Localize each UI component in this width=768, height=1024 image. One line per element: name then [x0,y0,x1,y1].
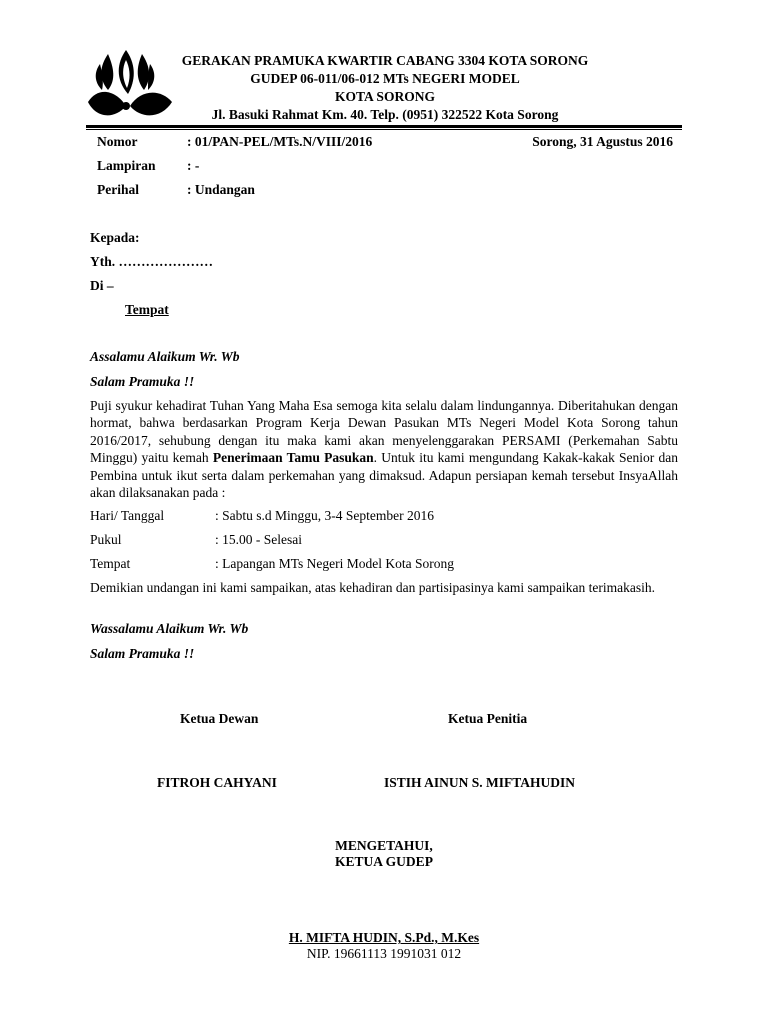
nomor-label: Nomor [97,134,138,149]
closing-salam: Wassalamu Alaikum Wr. Wb [90,621,249,636]
perihal-value: : Undangan [187,182,255,197]
ketua-gudep-name: H. MIFTA HUDIN, S.Pd., M.Kes [288,930,480,945]
tempat-label: Tempat [90,556,131,571]
tempat-value: : Lapangan MTs Negeri Model Kota Sorong [215,556,455,571]
mengetahui-label: MENGETAHUI, [335,838,433,853]
letterhead-address: Jl. Basuki Rahmat Km. 40. Telp. (0951) 322522 Kota Sorong [211,107,559,122]
closing-paragraph: Demikian undangan ini kami sampaikan, atas kehadiran dan partisipasinya kami sampaikan terimakasih. [90,580,655,595]
ketua-panitia-name: ISTIH AINUN S. MIFTAHUDIN [384,775,576,790]
ketua-panitia-title: Ketua Penitia [448,711,528,726]
letterhead-divider [86,125,682,130]
body-paragraph [90,397,678,501]
closing-pramuka: Salam Pramuka !! [90,646,195,661]
ketua-dewan-title: Ketua Dewan [180,711,259,726]
body-text-highlight: Penerimaan Tamu Pasukan [212,450,374,466]
ketua-gudep-title: KETUA GUDEP [335,854,433,869]
body-text-part-1: Puji syukur kehadirat Tuhan Yang Maha Esa semoga kita selalu dalam lindungannya. Diberitahukan dengan hormat, bahwa berdasarkan Program Kerja Dewan Pasukan MTs Negeri Model Kota Sorong tahun 2016/2017, sehubung dengan itu maka kami akan menyelenggarakan PERSAMI (Perkemahan Sabtu Minggu) yaitu kemah [90,398,678,466]
body-text-part-2: . Untuk itu kami mengundang Kakak-kakak Senior dan Pembina untuk ikut serta dalam perkemahan yang dimaksud. Adapun persiapan kemah tersebut InsyaAllah akan dilaksanakan pada : [90,450,678,501]
letter-date: Sorong, 31 Agustus 2016 [532,134,673,149]
ketua-gudep-nip: NIP. 19661113 1991031 012 [306,946,462,961]
yth-line: Yth. ………………… [90,254,214,269]
letterhead-line-1: GERAKAN PRAMUKA KWARTIR CABANG 3304 KOTA SORONG [181,53,589,68]
lampiran-value: : - [187,158,200,173]
lampiran-label: Lampiran [97,158,156,173]
ketua-dewan-name: FITROH CAHYANI [157,775,277,790]
hari-value: : Sabtu s.d Minggu, 3-4 September 2016 [215,508,434,523]
pukul-label: Pukul [90,532,122,547]
greeting-pramuka: Salam Pramuka !! [90,374,195,389]
tempat-recipient: Tempat [125,302,169,317]
hari-label: Hari/ Tanggal [90,508,165,523]
pukul-value: : 15.00 - Selesai [215,532,302,547]
di-label: Di – [90,278,114,293]
greeting-salam: Assalamu Alaikum Wr. Wb [90,349,240,364]
letterhead-line-2: GUDEP 06-011/06-012 MTs NEGERI MODEL [250,71,520,86]
letterhead-line-3: KOTA SORONG [335,89,435,104]
kepada-label: Kepada: [90,230,140,245]
perihal-label: Perihal [97,182,139,197]
nomor-value: : 01/PAN-PEL/MTs.N/VIII/2016 [187,134,373,149]
